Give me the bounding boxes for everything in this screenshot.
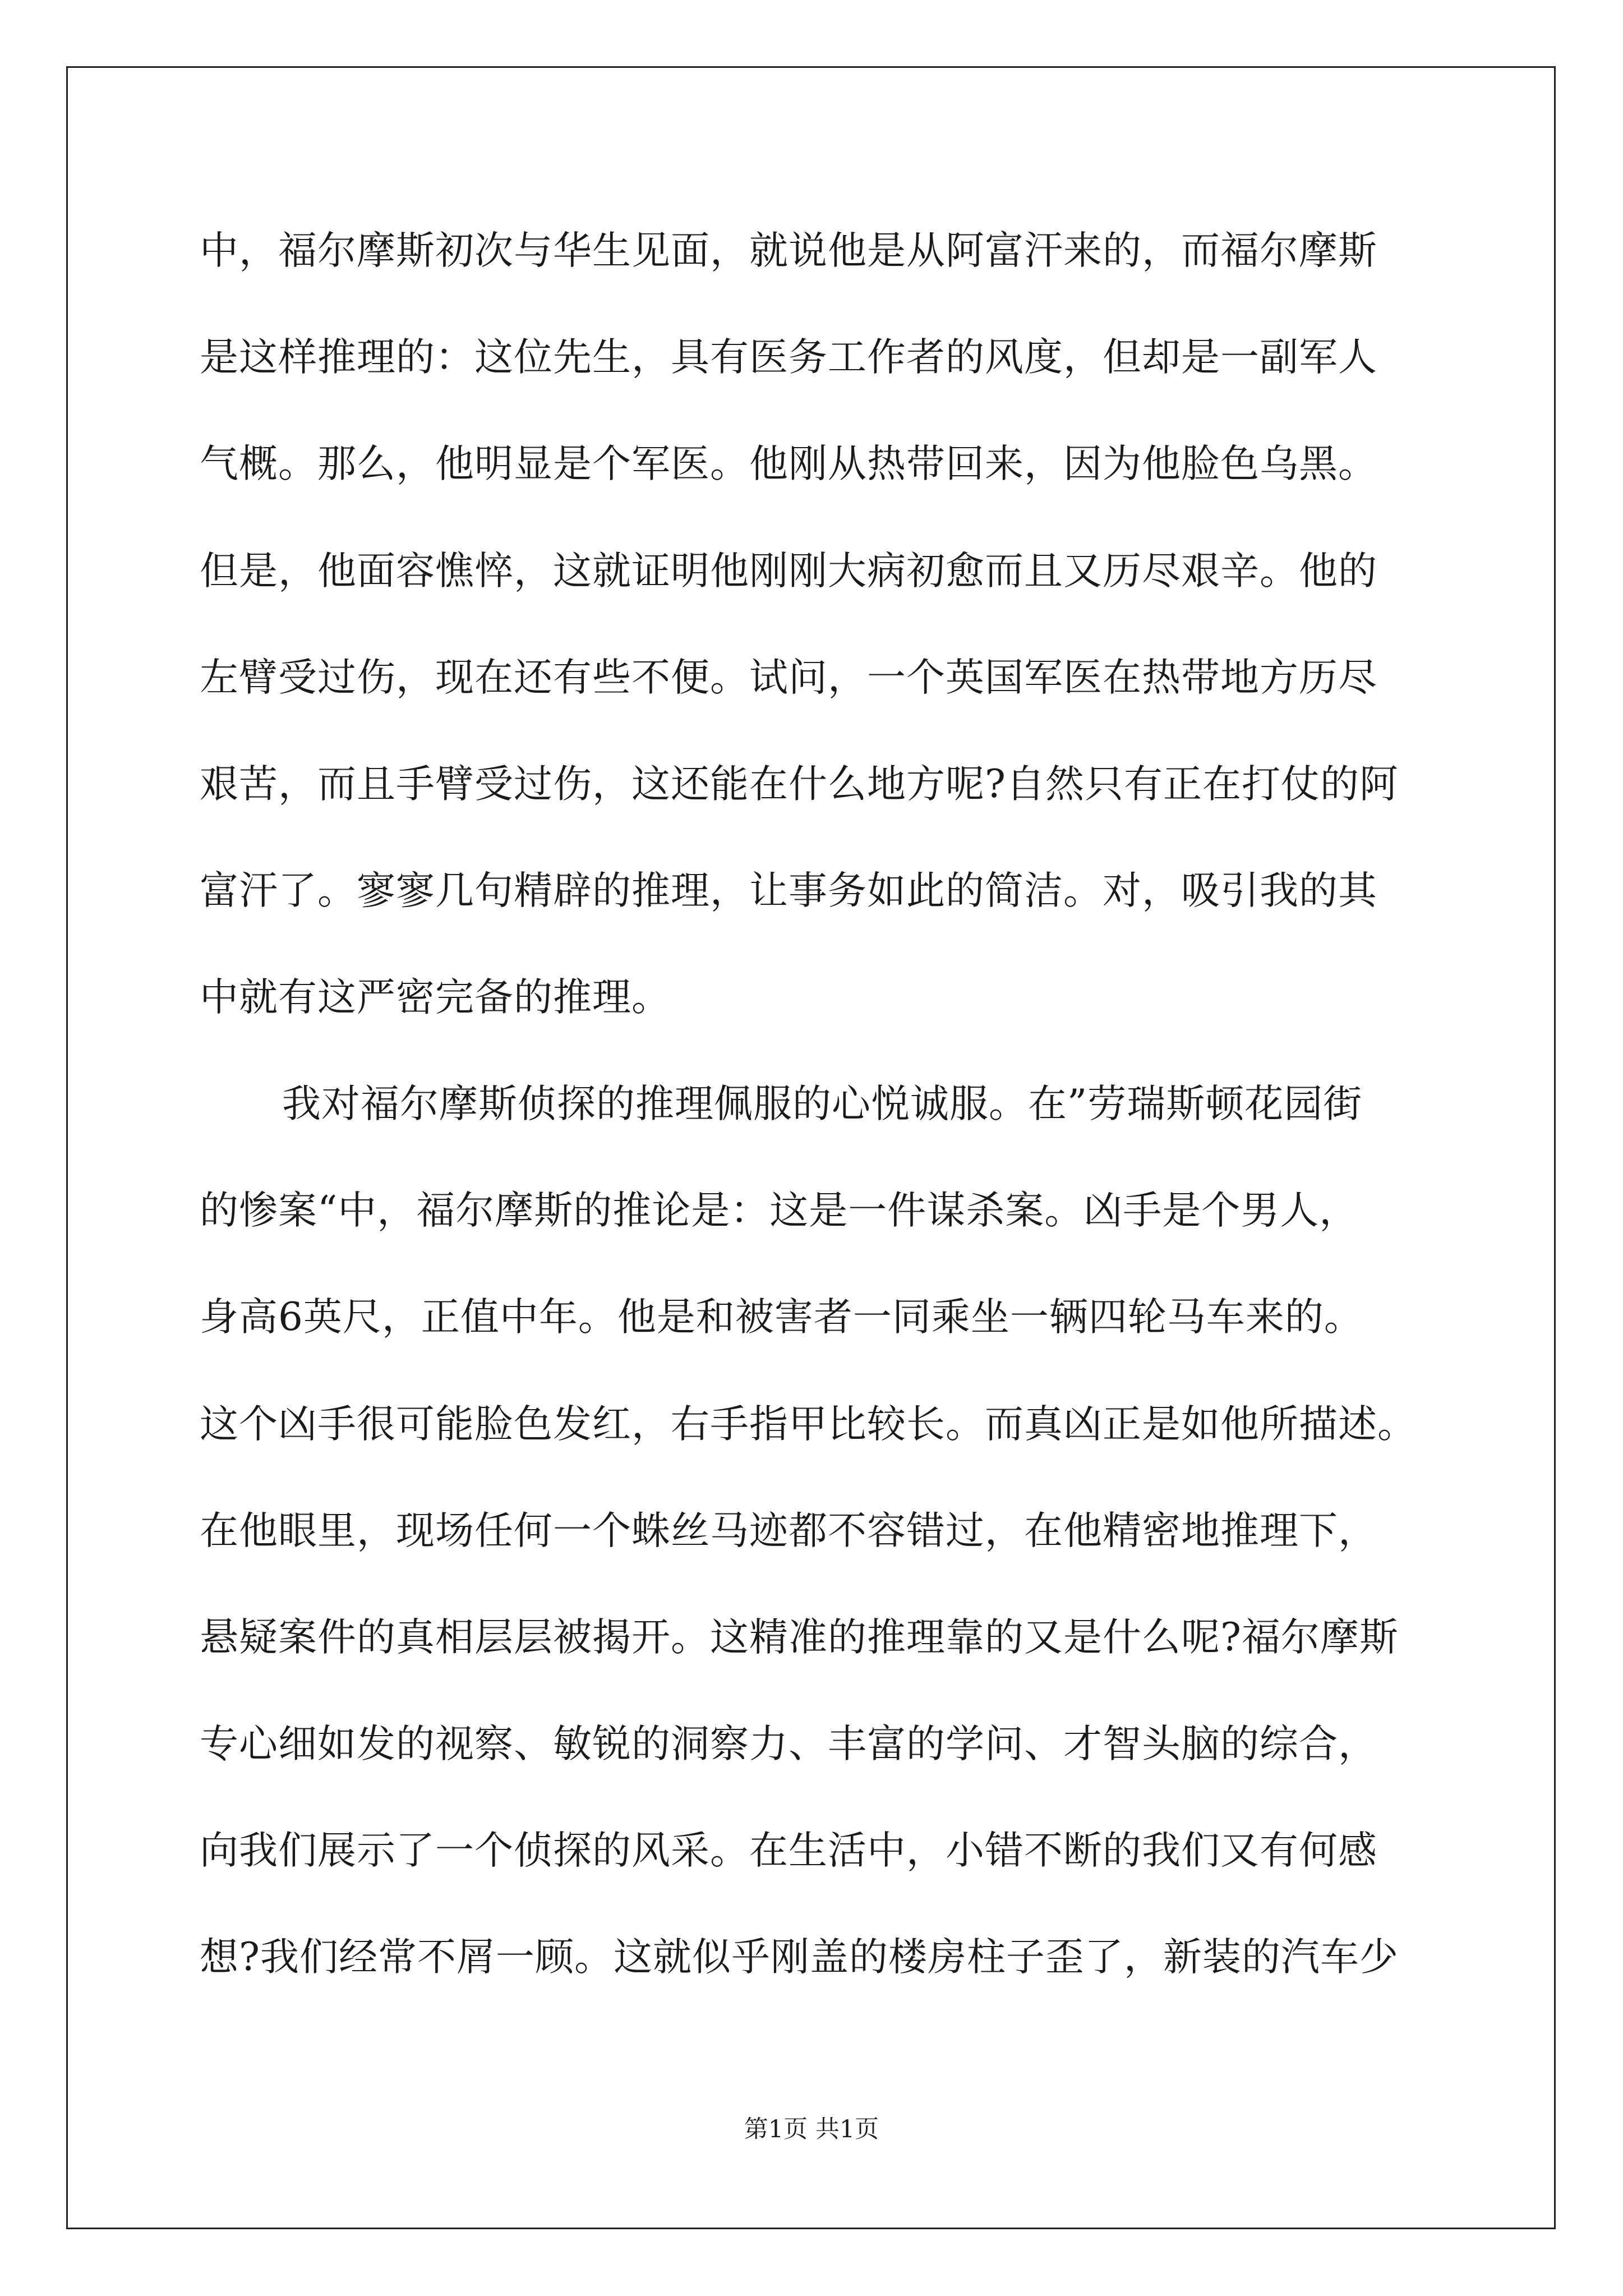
text-line: 想?我们经常不屑一顾。这就似乎刚盖的楼房柱子歪了，新装的汽车少: [200, 1935, 1399, 1980]
page-border: [66, 66, 1556, 2229]
text-line: 但是，他面容憔悴，这就证明他刚刚大病初愈而且又历尽艰辛。他的: [200, 549, 1377, 593]
text-line: 在他眼里，现场任何一个蛛丝马迹都不容错过，在他精密地推理下，: [200, 1508, 1377, 1553]
text-line: 气概。那么，他明显是个军医。他刚从热带回来，因为他脸色乌黑。: [200, 441, 1377, 486]
text-line: 中就有这严密完备的推理。: [200, 975, 671, 1020]
text-line: 富汗了。寥寥几句精辟的推理，让事务如此的简洁。对，吸引我的其: [200, 868, 1377, 913]
text-line: 的惨案“中，福尔摩斯的推论是：这是一件谋杀案。凶手是个男人，: [200, 1188, 1359, 1233]
paragraph-first-line: 我对福尔摩斯侦探的推理佩服的心悦诚服。在”劳瑞斯顿花园街: [282, 1082, 1363, 1126]
page-footer: 第1页 共1页: [744, 2115, 879, 2143]
text-line: 悬疑案件的真相层层被揭开。这精准的推理靠的又是什么呢?福尔摩斯: [200, 1615, 1399, 1660]
text-line: 这个凶手很可能脸色发红，右手指甲比较长。而真凶正是如他所描述。: [200, 1402, 1417, 1447]
text-line: 左臂受过伤，现在还有些不便。试问，一个英国军医在热带地方历尽: [200, 655, 1377, 700]
text-line: 是这样推理的：这位先生，具有医务工作者的风度，但却是一副军人: [200, 335, 1377, 380]
text-line: 艰苦，而且手臂受过伤，这还能在什么地方呢?自然只有正在打仗的阿: [200, 762, 1399, 807]
text-line: 中，福尔摩斯初次与华生见面，就说他是从阿富汗来的，而福尔摩斯: [200, 228, 1377, 273]
text-line: 向我们展示了一个侦探的风采。在生活中，小错不断的我们又有何感: [200, 1828, 1377, 1873]
text-line: 专心细如发的视察、敏锐的洞察力、丰富的学问、才智头脑的综合，: [200, 1722, 1377, 1766]
text-line: 身高6英尺，正值中年。他是和被害者一同乘坐一辆四轮马车来的。: [200, 1295, 1363, 1340]
